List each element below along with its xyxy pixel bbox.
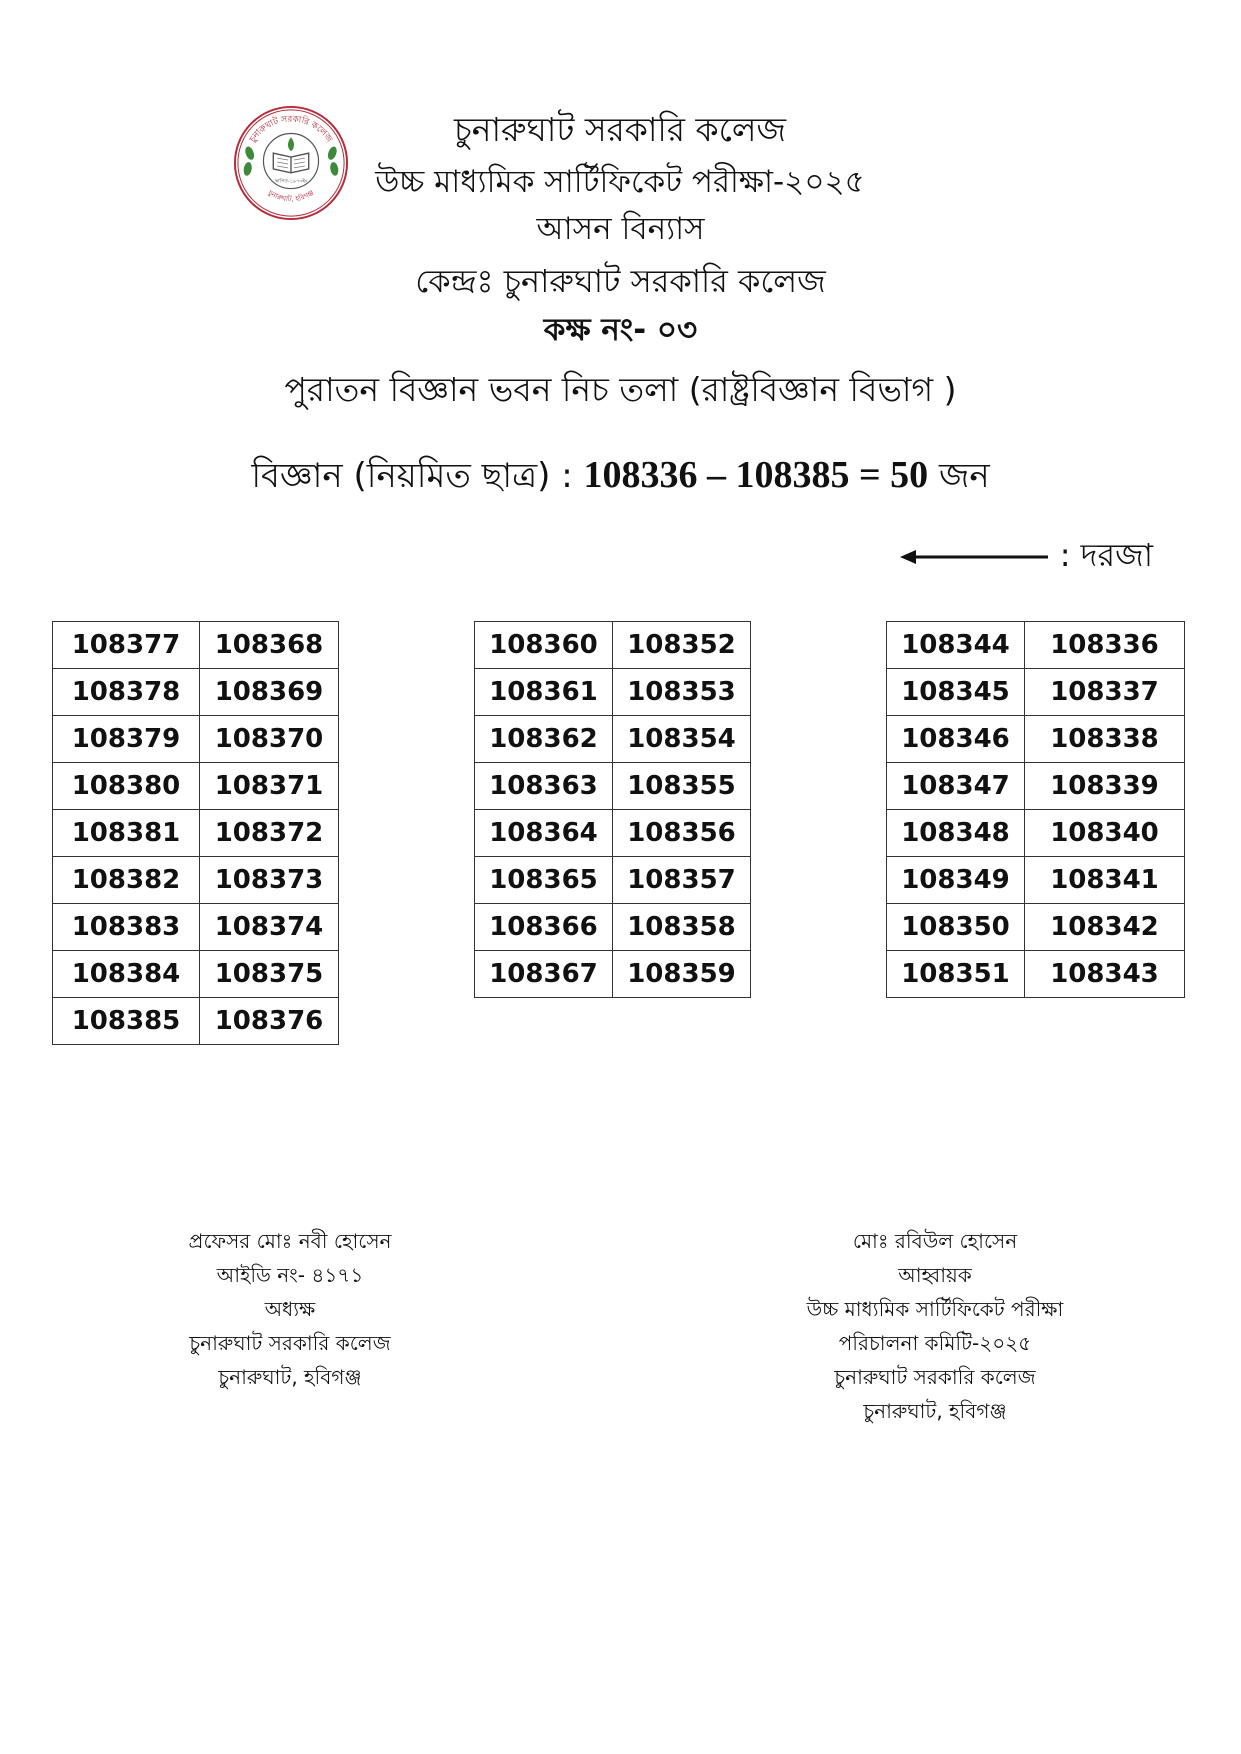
seat-row xyxy=(887,669,1185,716)
signature-line: আইডি নং- ৪১৭১ xyxy=(216,1263,364,1287)
roll-number-cell: 108362 xyxy=(475,716,613,763)
seat-row xyxy=(53,904,339,951)
seal-year-text: স্থাপিত-১৯৭৩ইং xyxy=(274,178,308,185)
roll-number-cell: 108350 xyxy=(887,904,1025,951)
roll-number-cell: 108371 xyxy=(200,763,339,810)
roll-number-cell: 108340 xyxy=(1025,810,1185,857)
signature-line: অধ্যক্ষ xyxy=(264,1297,316,1321)
seat-row xyxy=(887,763,1185,810)
roll-number-cell: 108378 xyxy=(53,669,200,716)
seat-row xyxy=(887,951,1185,998)
roll-number-cell: 108354 xyxy=(613,716,751,763)
seat-row xyxy=(53,951,339,998)
signature-line: প্রফেসর মোঃ নবী হোসেন xyxy=(188,1229,392,1253)
roll-number-cell: 108359 xyxy=(613,951,751,998)
seat-row xyxy=(475,716,751,763)
roll-number-cell: 108339 xyxy=(1025,763,1185,810)
roll-number-cell: 108373 xyxy=(200,857,339,904)
seat-row xyxy=(53,998,339,1045)
roll-number-cell: 108382 xyxy=(53,857,200,904)
group-label: বিজ্ঞান (নিয়মিত ছাত্র) : xyxy=(251,456,584,496)
seat-table-right xyxy=(886,621,1185,998)
roll-number-cell: 108348 xyxy=(887,810,1025,857)
roll-number-cell: 108336 xyxy=(1025,622,1185,669)
roll-number-cell: 108361 xyxy=(475,669,613,716)
seat-plan-subtitle: আসন বিন্যাস xyxy=(536,211,705,247)
seat-range-summary xyxy=(0,450,1241,507)
seat-row xyxy=(53,622,339,669)
seat-row xyxy=(475,669,751,716)
roll-number-cell: 108380 xyxy=(53,763,200,810)
roll-number-cell: 108364 xyxy=(475,810,613,857)
roll-number-cell: 108368 xyxy=(200,622,339,669)
signature-line: পরিচালনা কমিটি-২০২৫ xyxy=(838,1331,1032,1355)
roll-number-cell: 108370 xyxy=(200,716,339,763)
roll-number-cell: 108374 xyxy=(200,904,339,951)
roll-number-cell: 108377 xyxy=(53,622,200,669)
seat-row xyxy=(475,951,751,998)
seat-row xyxy=(475,857,751,904)
roll-number-cell: 108365 xyxy=(475,857,613,904)
roll-number-cell: 108338 xyxy=(1025,716,1185,763)
roll-number-cell: 108351 xyxy=(887,951,1025,998)
roll-number-cell: 108369 xyxy=(200,669,339,716)
roll-number-cell: 108352 xyxy=(613,622,751,669)
exam-center: কেন্দ্রঃ চুনারুঘাট সরকারি কলেজ xyxy=(415,262,826,300)
door-label: : দরজা xyxy=(1059,536,1153,574)
seat-row xyxy=(53,669,339,716)
roll-number-cell: 108341 xyxy=(1025,857,1185,904)
seat-row xyxy=(475,810,751,857)
seat-row xyxy=(475,622,751,669)
roll-number-cell: 108366 xyxy=(475,904,613,951)
roll-number-cell: 108343 xyxy=(1025,951,1185,998)
signature-block-principal xyxy=(140,1224,440,1394)
roll-number-cell: 108384 xyxy=(53,951,200,998)
roll-number-cell: 108355 xyxy=(613,763,751,810)
room-number: কক্ষ নং- ০৩ xyxy=(543,312,698,348)
roll-number-cell: 108383 xyxy=(53,904,200,951)
signature-line: চুনারুঘাট সরকারি কলেজ xyxy=(834,1365,1036,1389)
building-location: পুরাতন বিজ্ঞান ভবন নিচ তলা (রাষ্ট্রবিজ্ঞান বিভাগ ) xyxy=(284,370,957,409)
seat-row xyxy=(475,763,751,810)
roll-number-cell: 108385 xyxy=(53,998,200,1045)
seat-row xyxy=(53,857,339,904)
signature-line: মোঃ রবিউল হোসেন xyxy=(852,1229,1018,1253)
seat-row xyxy=(887,810,1185,857)
count-unit: জন xyxy=(928,456,990,496)
roll-range: 108336 – 108385 = 50 xyxy=(583,454,929,496)
signature-line: আহ্বায়ক xyxy=(898,1263,972,1287)
roll-number-cell: 108372 xyxy=(200,810,339,857)
roll-number-cell: 108358 xyxy=(613,904,751,951)
roll-number-cell: 108345 xyxy=(887,669,1025,716)
signature-line: চুনারুঘাট, হবিগঞ্জ xyxy=(863,1399,1007,1423)
roll-number-cell: 108376 xyxy=(200,998,339,1045)
seal-ring-text: চুনারুঘাট সরকারি কলেজ xyxy=(248,114,334,145)
signature-block-convener xyxy=(770,1224,1100,1428)
signature-line: চুনারুঘাট সরকারি কলেজ xyxy=(189,1331,391,1355)
roll-number-cell: 108353 xyxy=(613,669,751,716)
roll-number-cell: 108356 xyxy=(613,810,751,857)
seat-row xyxy=(53,810,339,857)
roll-number-cell: 108375 xyxy=(200,951,339,998)
roll-number-cell: 108342 xyxy=(1025,904,1185,951)
seat-row xyxy=(53,716,339,763)
roll-number-cell: 108360 xyxy=(475,622,613,669)
roll-number-cell: 108346 xyxy=(887,716,1025,763)
seat-row xyxy=(887,857,1185,904)
roll-number-cell: 108344 xyxy=(887,622,1025,669)
roll-number-cell: 108379 xyxy=(53,716,200,763)
roll-number-cell: 108381 xyxy=(53,810,200,857)
exam-title: উচ্চ মাধ্যমিক সার্টিফিকেট পরীক্ষা-২০২৫ xyxy=(375,164,865,200)
seat-row xyxy=(53,763,339,810)
roll-number-cell: 108367 xyxy=(475,951,613,998)
seat-row xyxy=(887,622,1185,669)
signature-line: চুনারুঘাট, হবিগঞ্জ xyxy=(218,1365,362,1389)
roll-number-cell: 108363 xyxy=(475,763,613,810)
seat-table-middle xyxy=(474,621,751,998)
seat-table-left xyxy=(52,621,339,1045)
roll-number-cell: 108349 xyxy=(887,857,1025,904)
signature-line: উচ্চ মাধ্যমিক সার্টিফিকেট পরীক্ষা xyxy=(806,1297,1064,1321)
arrow-left-icon xyxy=(900,547,1050,567)
roll-number-cell: 108357 xyxy=(613,857,751,904)
seat-row xyxy=(887,904,1185,951)
roll-number-cell: 108347 xyxy=(887,763,1025,810)
seal-bottom-text: চুনারুঘাট, হবিগঞ্জ xyxy=(266,188,316,204)
college-name-heading: চুনারুঘাট সরকারি কলেজ xyxy=(454,110,786,149)
seat-row xyxy=(887,716,1185,763)
roll-number-cell: 108337 xyxy=(1025,669,1185,716)
seat-row xyxy=(475,904,751,951)
door-indicator xyxy=(900,534,1153,580)
